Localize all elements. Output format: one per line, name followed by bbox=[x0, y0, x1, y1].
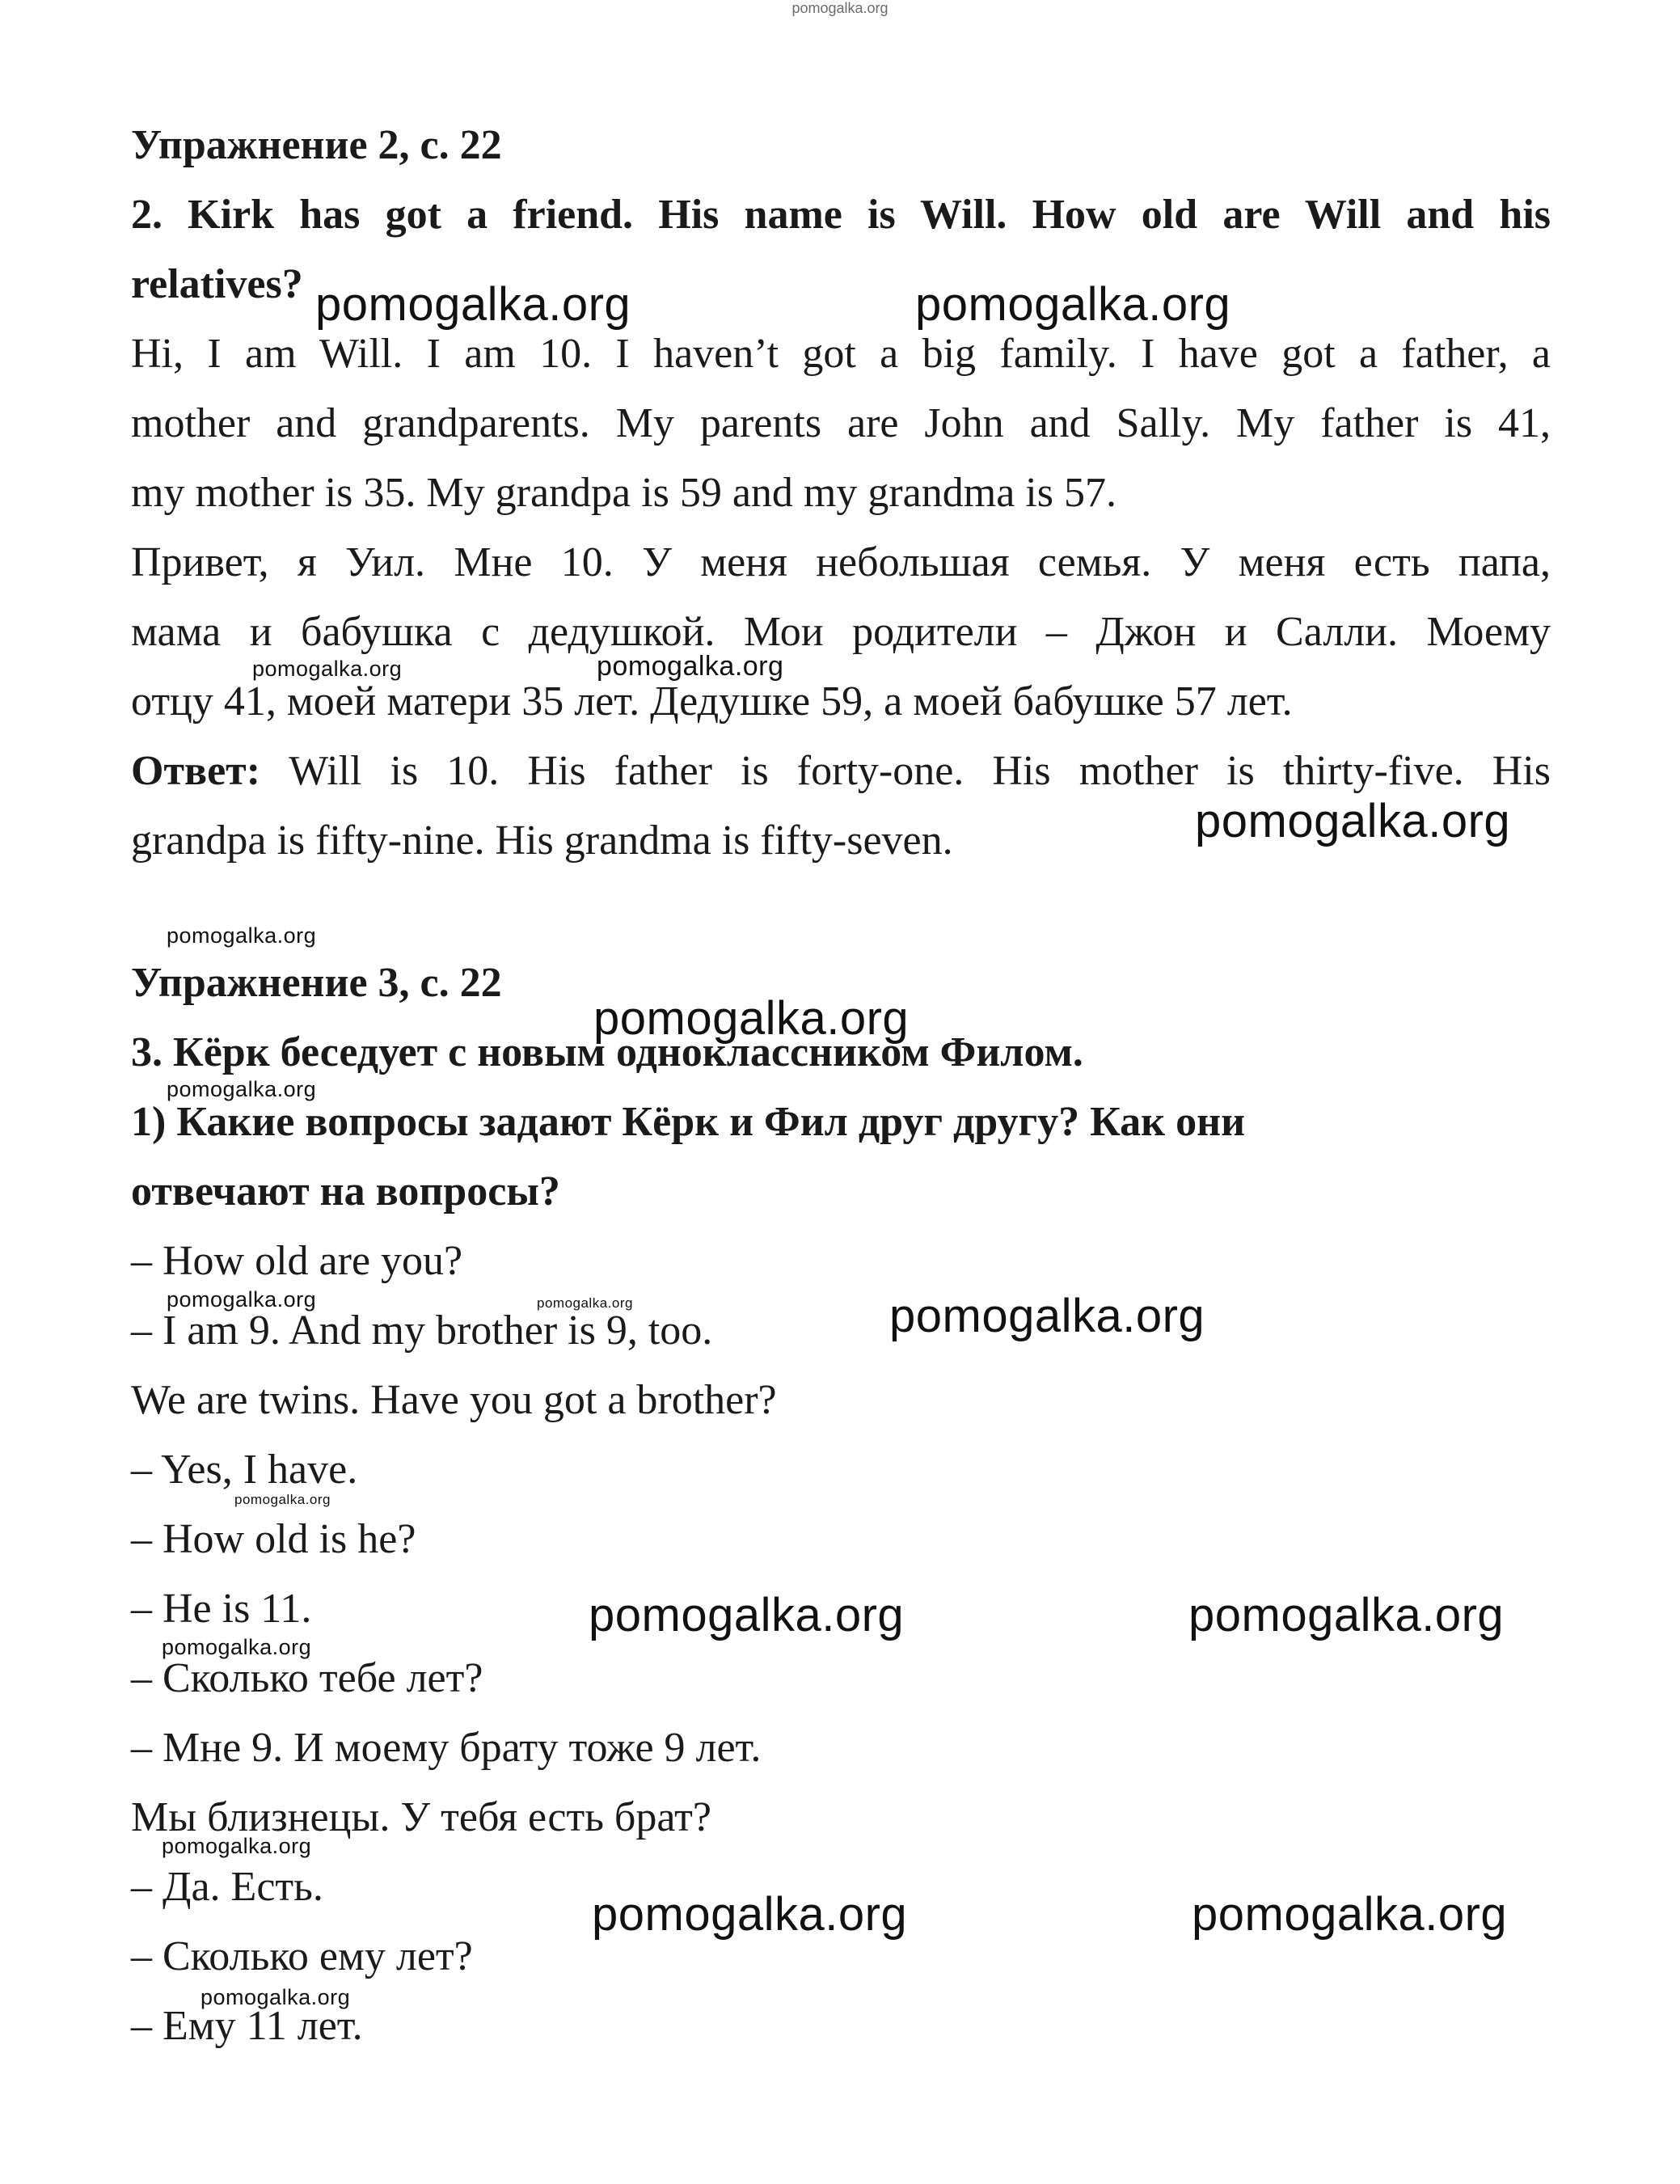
watermark: pomogalka.org bbox=[915, 278, 1231, 331]
watermark: pomogalka.org bbox=[162, 1635, 312, 1659]
watermark: pomogalka.org bbox=[589, 1589, 905, 1641]
exercise-2-heading: Упражнение 2, с. 22 bbox=[131, 122, 502, 168]
watermark: pomogalka.org bbox=[167, 1287, 317, 1312]
watermark: pomogalka.org bbox=[1188, 1589, 1505, 1641]
watermark: pomogalka.org bbox=[889, 1290, 1205, 1342]
dialogue-line: – He is 11. bbox=[131, 1586, 312, 1632]
watermark: pomogalka.org bbox=[592, 1888, 908, 1941]
dialogue-line: We are twins. Have you got a brother? bbox=[131, 1377, 777, 1423]
watermark: pomogalka.org bbox=[252, 657, 403, 681]
exercise-3-heading: Упражнение 3, с. 22 bbox=[131, 960, 502, 1006]
watermark: pomogalka.org bbox=[234, 1492, 331, 1507]
watermark: pomogalka.org bbox=[162, 1834, 312, 1858]
watermark: pomogalka.org bbox=[167, 1077, 317, 1101]
dialogue-line: – Сколько тебе лет? bbox=[131, 1655, 483, 1701]
answer-text-1: Will is 10. His father is forty-one. His mother is thirty-five. His bbox=[260, 748, 1551, 794]
watermark: pomogalka.org bbox=[537, 1295, 633, 1311]
dialogue-line: – I am 9. And my brother is 9, too. bbox=[131, 1307, 713, 1354]
exercise-2-task-line-1: 2. Kirk has got a friend. His name is Will. How old are Will and his bbox=[131, 192, 1551, 238]
exercise-3-task-line-2: 1) Какие вопросы задают Кёрк и Фил друг другу? Как они bbox=[131, 1099, 1246, 1145]
russian-text-line-3: отцу 41, моей матери 35 лет. Дедушке 59, а моей бабушке 57 лет. bbox=[131, 678, 1293, 724]
answer-line-1 bbox=[131, 747, 1551, 796]
dialogue-line: – Ему 11 лет. bbox=[131, 2003, 363, 2049]
dialogue-line: Мы близнецы. У тебя есть брат? bbox=[131, 1794, 711, 1840]
russian-text-line-1: Привет, я Уил. Мне 10. У меня небольшая семья. У меня есть папа, bbox=[131, 539, 1551, 585]
watermark: pomogalka.org bbox=[167, 923, 317, 948]
watermark: pomogalka.org bbox=[201, 1985, 351, 2009]
english-text-line-2: mother and grandparents. My parents are John and Sally. My father is 41, bbox=[131, 400, 1551, 446]
dialogue-line: – Да. Есть. bbox=[131, 1864, 323, 1910]
watermark: pomogalka.org bbox=[597, 651, 784, 682]
dialogue-line: – How old is he? bbox=[131, 1516, 416, 1562]
dialogue-line: – Сколько ему лет? bbox=[131, 1933, 473, 1979]
dialogue-line: – Мне 9. И моему брату тоже 9 лет. bbox=[131, 1725, 762, 1771]
answer-line-2: grandpa is fifty-nine. His grandma is fifty-seven. bbox=[131, 817, 953, 864]
english-text-line-1: Hi, I am Will. I am 10. I haven’t got a big family. I have got a father, a bbox=[131, 331, 1551, 377]
watermark: pomogalka.org bbox=[1192, 1888, 1508, 1941]
exercise-3-task-line-1: 3. Кёрк беседует с новым одноклассником Филом. bbox=[131, 1029, 1083, 1075]
answer-label: Ответ: bbox=[131, 748, 261, 794]
exercise-3-task-line-3: отвечают на вопросы? bbox=[131, 1168, 560, 1215]
watermark: pomogalka.org bbox=[593, 992, 910, 1045]
dialogue-line: – Yes, I have. bbox=[131, 1447, 358, 1493]
watermark: pomogalka.org bbox=[1195, 795, 1511, 847]
russian-text-line-2: мама и бабушка с дедушкой. Мои родители – Джон и Салли. Моему bbox=[131, 609, 1551, 655]
exercise-2-task-line-2: relatives? bbox=[131, 261, 303, 307]
top-watermark: pomogalka.org bbox=[791, 0, 889, 16]
dialogue-line: – How old are you? bbox=[131, 1238, 463, 1284]
watermark: pomogalka.org bbox=[315, 278, 631, 331]
english-text-line-3: my mother is 35. My grandpa is 59 and my grandma is 57. bbox=[131, 470, 1116, 516]
